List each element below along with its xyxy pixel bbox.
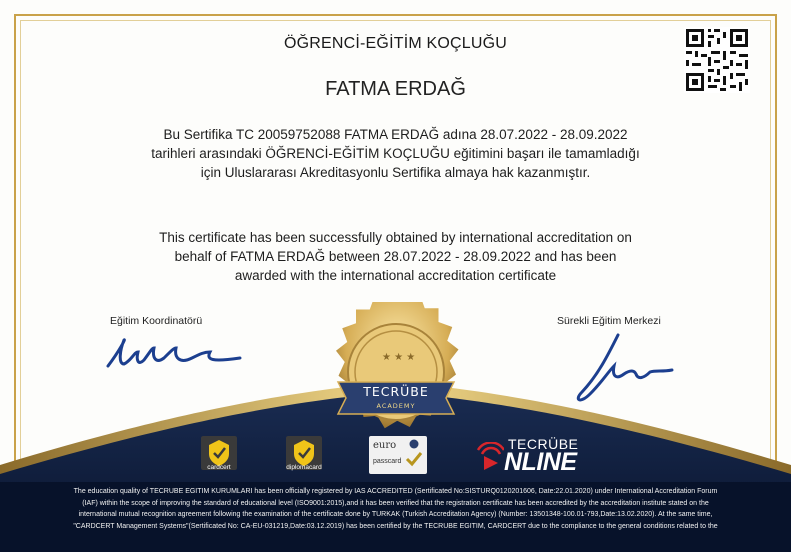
svg-text:★ ★ ★: ★ ★ ★ [382,352,416,363]
footer-line: The education quality of TECRUBE EGITIM KURUMLARI has been officially registered by IAS ACCREDITED (Sertificated No:SISTURQ0120201606, Date:22.01.2020) under International Accreditation Forum [73,488,718,495]
accreditation-logos [0,436,791,480]
certificate-title: ÖĞRENCİ-EĞİTİM KOÇLUĞU [283,35,508,52]
turkish-statement-line: için Uluslararası Akreditasyonlu Sertifika almaya hak kazanmıştır. [200,165,591,180]
english-statement-line: This certificate has been successfully obtained by international accreditation on [159,230,632,245]
seal-sub: ACADEMY [376,402,416,410]
europass-text-top: euro [373,440,397,451]
turkish-statement-line: tarihleri arasındaki ÖĞRENCİ-EĞİTİM KOÇLUĞU eğitimini başarı ile tamamladığı [151,146,640,161]
footer-line: (IAF) within the scope of improving the standard of educational level (ISO9001:2015),and it has been verified that the registration certificate has been accredited by the accreditation institute stated on the [82,499,709,507]
tecrube-academy-seal [326,302,466,442]
seal-name: TECRÜBE [363,384,429,399]
europass-logo [369,436,427,474]
left-signature-label: Eğitim Koordinatörü [110,315,203,327]
english-statement [0,228,791,285]
diplomacard-label: diplomacard [286,464,322,471]
right-signature [568,330,678,405]
tecrube-online-text-bottom: NLINE [504,448,577,476]
cardcert-label: cardcert [207,464,231,471]
left-signature [100,330,250,375]
tecrube-online-logo [474,436,594,476]
right-signature-label: Sürekli Eğitim Merkezi [557,315,661,327]
globe-icon [409,439,419,449]
play-wave-icon [476,442,504,472]
europass-text-bottom: passcard [373,458,402,465]
english-statement-line: awarded with the international accreditation certificate [234,268,557,283]
english-statement-line: behalf of FATMA ERDAĞ between 28.07.2022 - 28.09.2022 and has been [174,249,617,264]
footer-line: "CARDCERT Management Systems"(Sertificated No: CA-EU-031219,Date:03.12.2019) has been certified by the TECRUBE EGITIM, CARDCERT due to the compliance to the general conditions related to the [73,522,718,530]
tecrube-online-text-top: TECRÜBE [508,436,579,452]
footer-line: international mutual recognition agreement following the examination of the certificate done by TURKAK (Turkish Accreditation Agency) (Number: 13501348-100.01-793,Date:13.02.2020). At the same time, [78,511,713,518]
accreditation-footer [12,486,779,532]
check-icon [405,450,423,468]
recipient-name: FATMA ERDAĞ [325,78,466,100]
turkish-statement-line: Bu Sertifika TC 20059752088 FATMA ERDAĞ adına 28.07.2022 - 28.09.2022 [163,127,628,142]
turkish-statement [0,125,791,182]
